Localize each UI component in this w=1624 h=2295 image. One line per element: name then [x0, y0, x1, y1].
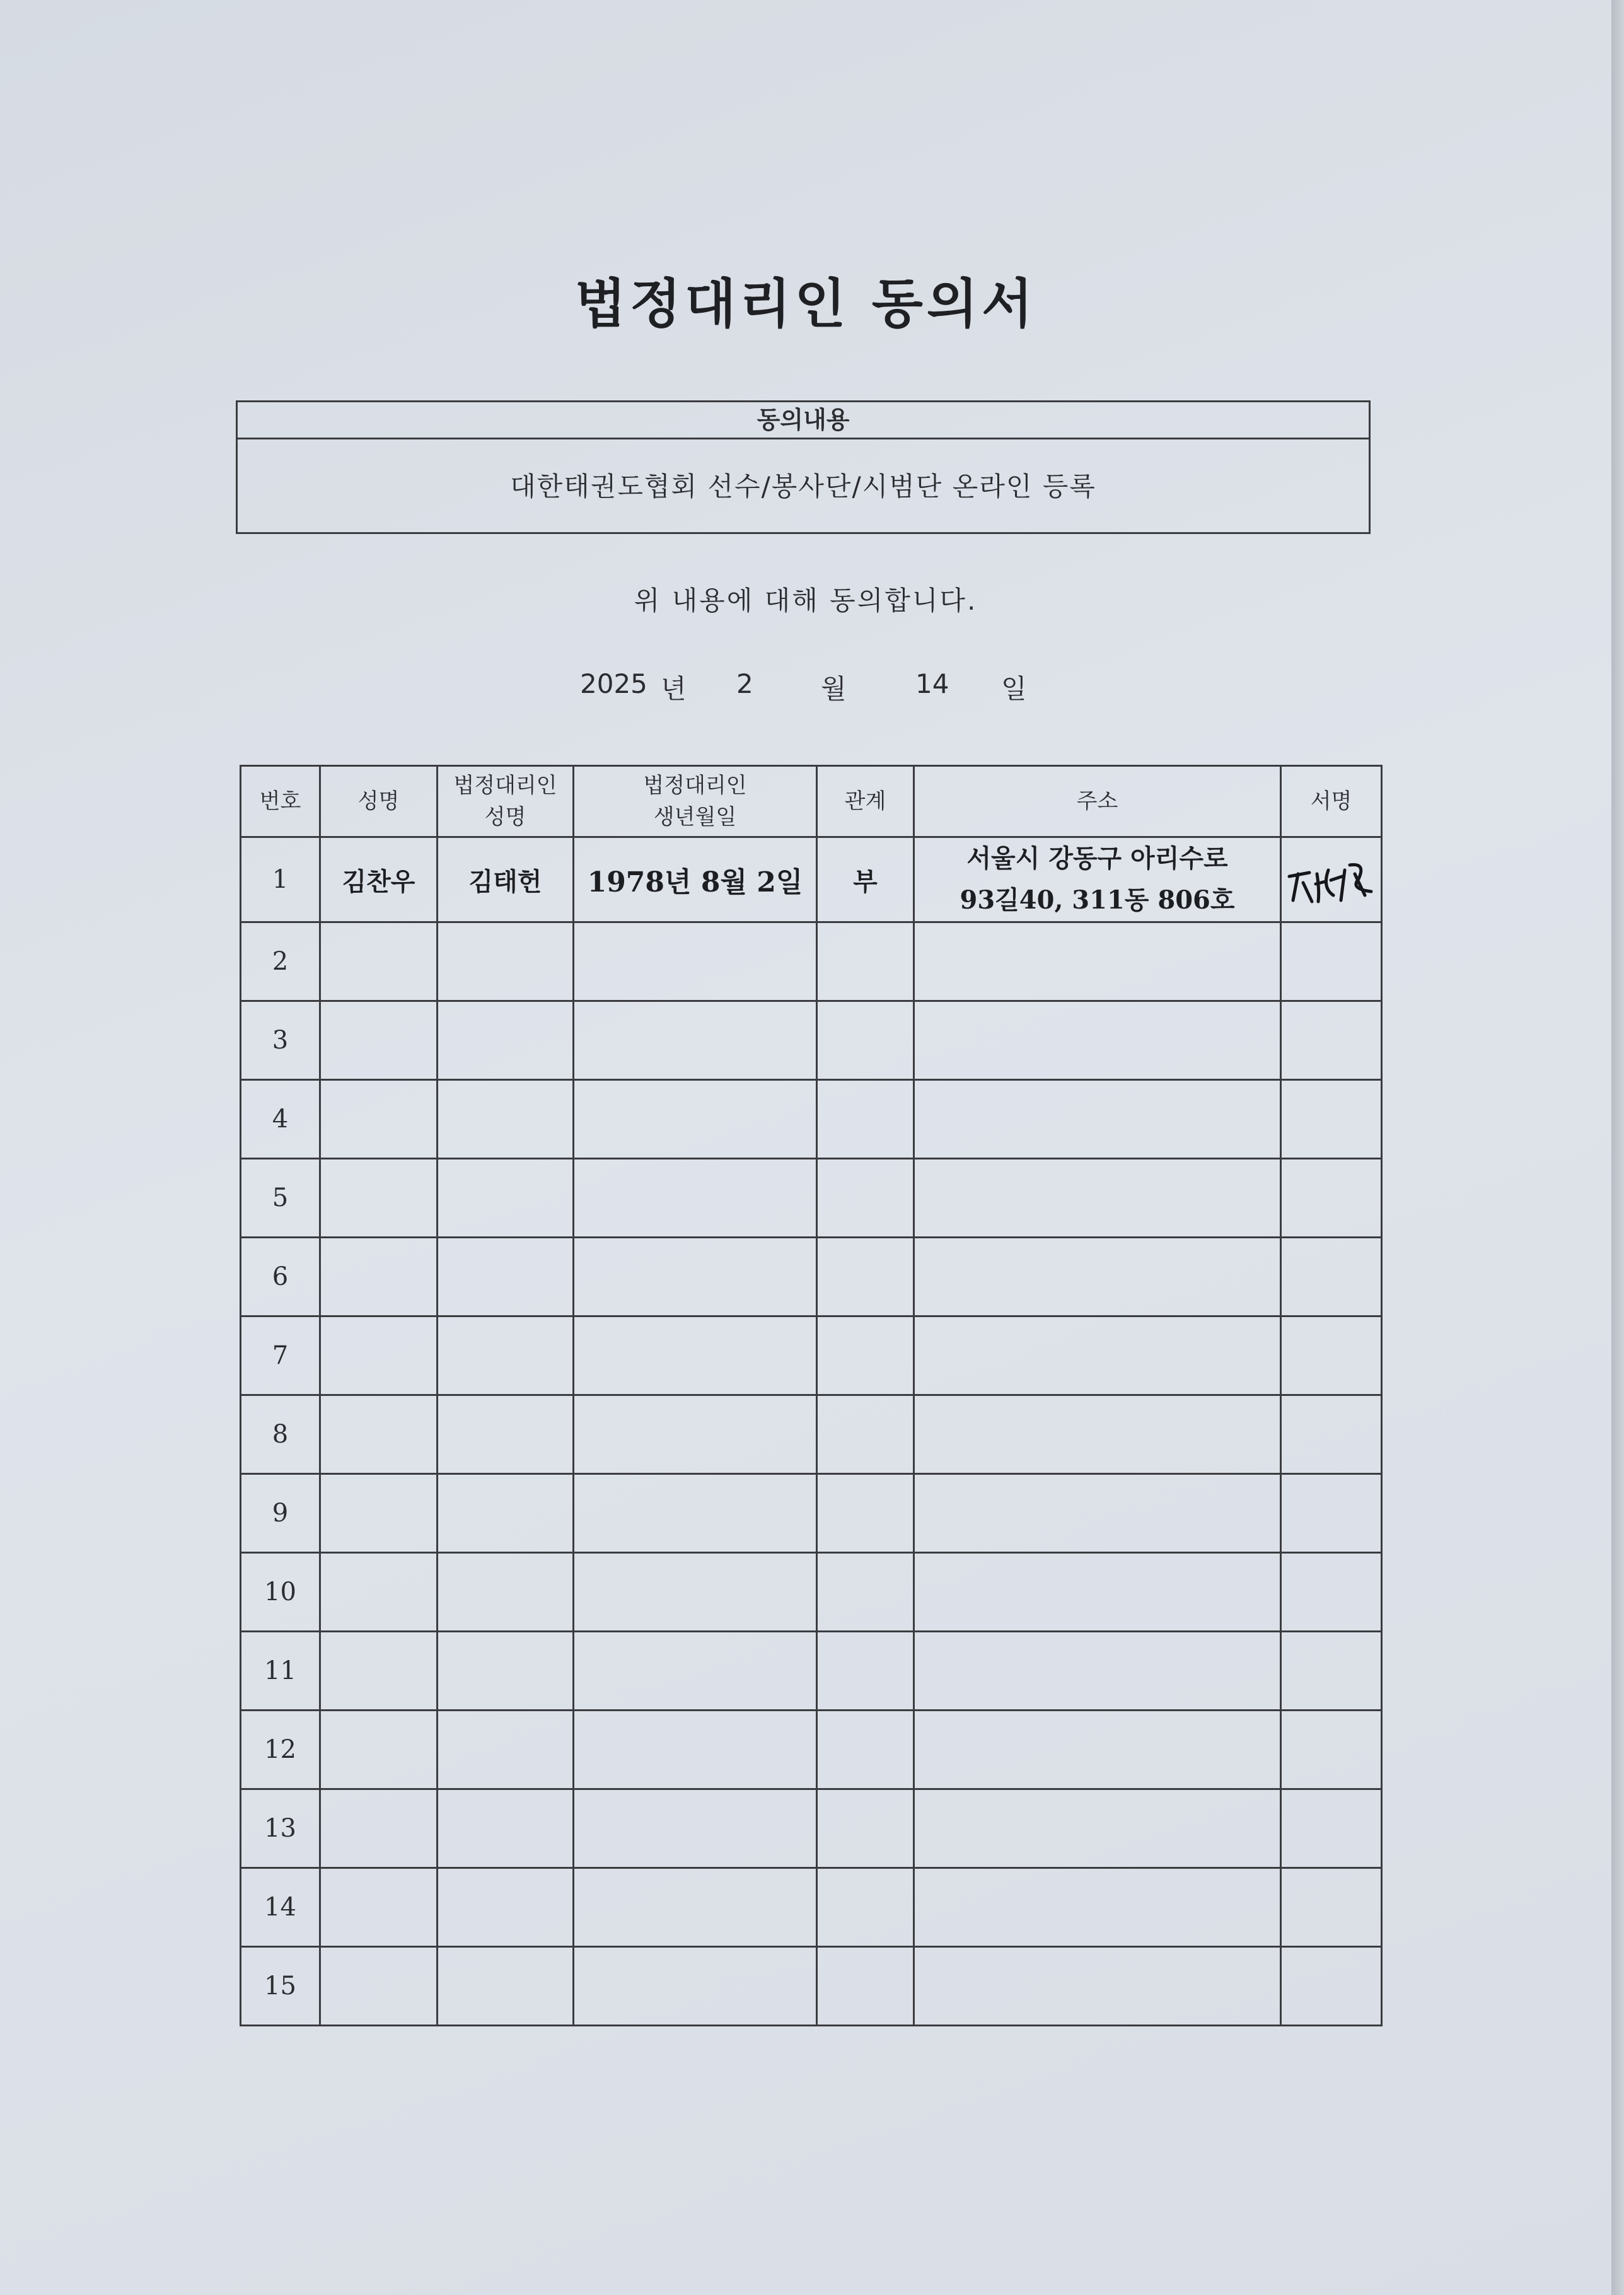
table-row	[241, 1789, 1382, 1868]
table-row	[241, 1947, 1382, 2026]
table-row	[241, 1868, 1382, 1947]
date-month: 2	[736, 668, 753, 699]
row-number: 2	[241, 922, 320, 1001]
header-guardian-name-line1: 법정대리인	[453, 773, 557, 798]
header-guardian-name	[438, 766, 574, 837]
table-row	[241, 1711, 1382, 1789]
sheet-edge	[1611, 0, 1624, 2295]
row-number: 6	[241, 1238, 320, 1316]
header-guardian-name-line2: 성명	[484, 805, 526, 830]
row-number: 4	[241, 1080, 320, 1159]
table-row	[241, 1238, 1382, 1316]
table-row	[241, 1080, 1382, 1159]
row-number: 14	[241, 1868, 320, 1947]
date-year: 2025	[580, 668, 647, 699]
consent-header: 동의내용	[238, 402, 1369, 439]
address	[914, 837, 1281, 922]
table-row	[241, 1632, 1382, 1711]
table-row	[241, 1474, 1382, 1553]
consent-box	[236, 400, 1371, 534]
table-row	[241, 1001, 1382, 1080]
header-guardian-birth	[574, 766, 817, 837]
header-no: 번호	[241, 766, 320, 837]
header-address: 주소	[914, 766, 1281, 837]
header-guardian-birth-line2: 생년월일	[653, 805, 737, 830]
header-guardian-birth-line1: 법정대리인	[643, 773, 747, 798]
date-year-unit: 년	[661, 673, 687, 704]
row-number: 15	[241, 1947, 320, 2026]
table-row	[241, 1316, 1382, 1395]
row-number: 3	[241, 1001, 320, 1080]
guardian-name: 김태헌	[438, 837, 574, 922]
header-name: 성명	[320, 766, 438, 837]
row-number: 7	[241, 1316, 320, 1395]
date-day: 14	[915, 668, 949, 699]
row-number: 11	[241, 1632, 320, 1711]
row-number: 13	[241, 1789, 320, 1868]
table-row	[241, 922, 1382, 1001]
relation: 부	[817, 837, 914, 922]
table-row	[241, 1553, 1382, 1632]
signature-cell	[1281, 837, 1382, 922]
handwritten-signature	[1284, 851, 1379, 908]
table-row	[241, 837, 1382, 922]
header-relation: 관계	[817, 766, 914, 837]
table-header-row	[241, 766, 1382, 837]
row-number: 1	[241, 837, 320, 922]
date-month-unit: 월	[821, 673, 847, 704]
date-day-unit: 일	[1001, 673, 1027, 704]
guardian-birthdate: 1978년 8월 2일	[574, 837, 817, 922]
guardian-table	[240, 765, 1383, 2026]
table-row	[241, 1159, 1382, 1238]
address-line1: 서울시 강동구 아리수로	[966, 844, 1228, 873]
agree-statement: 위 내용에 대해 동의합니다.	[634, 585, 978, 616]
row-number: 8	[241, 1395, 320, 1474]
table-row	[241, 1395, 1382, 1474]
row-number: 10	[241, 1553, 320, 1632]
document-title: 법정대리인 동의서	[574, 273, 1037, 335]
row-number: 12	[241, 1711, 320, 1789]
consent-body: 대한태권도협회 선수/봉사단/시범단 온라인 등록	[510, 471, 1096, 502]
address-line2: 93길40, 311동 806호	[960, 885, 1235, 915]
row-number: 5	[241, 1159, 320, 1238]
row-number: 9	[241, 1474, 320, 1553]
student-name: 김찬우	[320, 837, 438, 922]
header-signature: 서명	[1281, 766, 1382, 837]
